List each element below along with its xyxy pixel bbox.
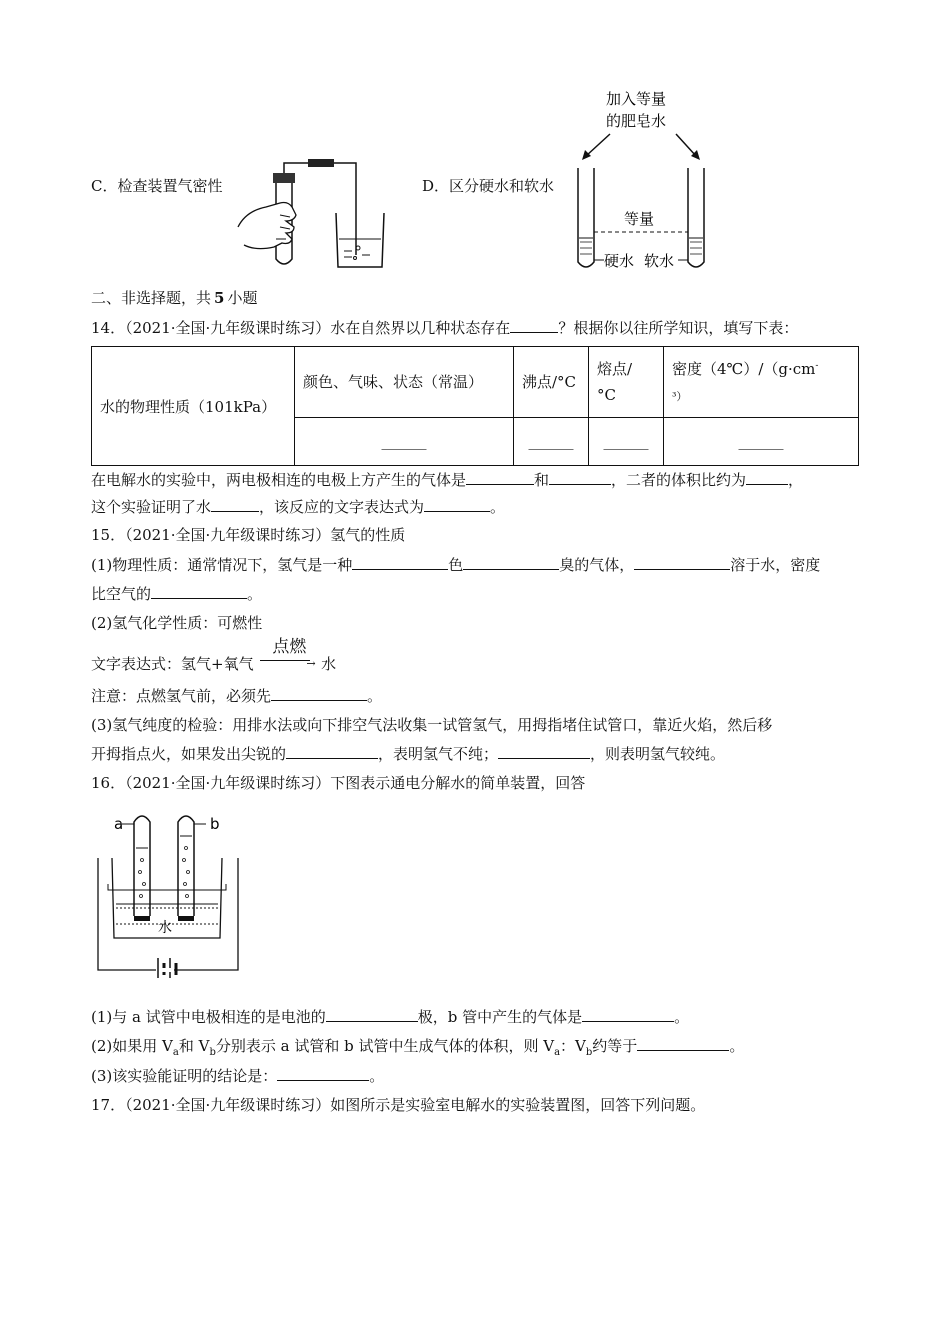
d-fig-right: 软水 bbox=[644, 252, 675, 270]
q17-stem: 17．（2021·全国·九年级课时练习）如图所示是实验室电解水的实验装置图，回答下列问题。 bbox=[91, 1096, 706, 1114]
q14-line3: 这个实验证明了水 ，该反应的文字表达式为 。 bbox=[91, 498, 506, 516]
d-fig-top2: 的肥皂水 bbox=[606, 112, 667, 130]
table-row-header: 水的物理性质（101kPa） bbox=[92, 347, 295, 466]
option-d-label: D．区分硬水和软水 bbox=[422, 177, 555, 195]
table-blank-melting[interactable]: ______ bbox=[589, 417, 664, 465]
q15-p2: (2)氢气化学性质：可燃性 bbox=[91, 614, 263, 632]
tube-a-label: a bbox=[114, 815, 124, 833]
section-header: 二、非选择题，共 5 小题 bbox=[91, 289, 258, 307]
q16-p2: (2)如果用 $V_a$和 $V_b$分别表示 a 试管和 b 试管中生成气体的体积，则 $V_a$：$V_b$约等于 。 bbox=[91, 1037, 745, 1058]
table-col-melting: 熔点/ °C bbox=[589, 347, 664, 418]
table-col-color: 颜色、气味、状态（常温） bbox=[295, 347, 514, 418]
q15-p3-cont: 开拇指点火，如果发出尖锐的 ，表明氢气不纯； ，则表明氢气较纯。 bbox=[91, 745, 726, 763]
q15-equation: 文字表达式：氢气+氧气 点燃 → 水 bbox=[91, 637, 337, 673]
water-label: 水 bbox=[158, 920, 172, 936]
q16-stem: 16．（2021·全国·九年级课时练习）下图表示通电分解水的简单装置，回答 bbox=[91, 774, 586, 792]
water-properties-table bbox=[91, 346, 859, 466]
electrolysis-apparatus-figure bbox=[94, 808, 244, 978]
q16-p3: (3)该实验能证明的结论是： 。 bbox=[91, 1067, 385, 1085]
q15-p3: (3)氢气纯度的检验：用排水法或向下排空气法收集一试管氢气，用拇指堵住试管口，靠近火焰，然后移 bbox=[91, 716, 773, 734]
option-c-label: C．检查装置气密性 bbox=[91, 177, 223, 195]
hard-soft-water-figure bbox=[572, 90, 712, 276]
table-col-boiling: 沸点/°C bbox=[514, 347, 589, 418]
q15-p1-cont: 比空气的 。 bbox=[91, 585, 263, 603]
table-col-density: 密度（4℃）/（g·cm- ³） bbox=[664, 347, 859, 418]
airtightness-apparatus-figure bbox=[236, 155, 386, 273]
q15-p1: (1)物理性质：通常情况下，氢气是一种 色 臭的气体， 溶于水，密度 bbox=[91, 556, 821, 574]
q15-stem: 15．（2021·全国·九年级课时练习）氢气的性质 bbox=[91, 526, 406, 544]
d-fig-left: 硬水 bbox=[604, 252, 635, 270]
q15-note: 注意：点燃氢气前，必须先 。 bbox=[91, 687, 383, 705]
table-blank-boiling[interactable]: ______ bbox=[514, 417, 589, 465]
q16-p1: (1)与 a 试管中电极相连的是电池的 极，b 管中产生的气体是 。 bbox=[91, 1008, 690, 1026]
d-fig-mid: 等量 bbox=[624, 210, 655, 228]
arrow-icon: → bbox=[306, 657, 316, 670]
tube-b-label: b bbox=[210, 815, 220, 833]
condition-text: 点燃 bbox=[272, 637, 307, 657]
q14-stem: 14．（2021·全国·九年级课时练习）水在自然界以几种状态存在 ？根据你以往所学知识，填写下表： bbox=[91, 319, 799, 337]
d-fig-top1: 加入等量 bbox=[606, 90, 667, 108]
q14-line2: 在电解水的实验中，两电极相连的电极上方产生的气体是 和 ，二者的体积比约为 ， bbox=[91, 471, 804, 489]
table-blank-color[interactable]: ______ bbox=[295, 417, 514, 465]
table-blank-density[interactable]: ______ bbox=[664, 417, 859, 465]
